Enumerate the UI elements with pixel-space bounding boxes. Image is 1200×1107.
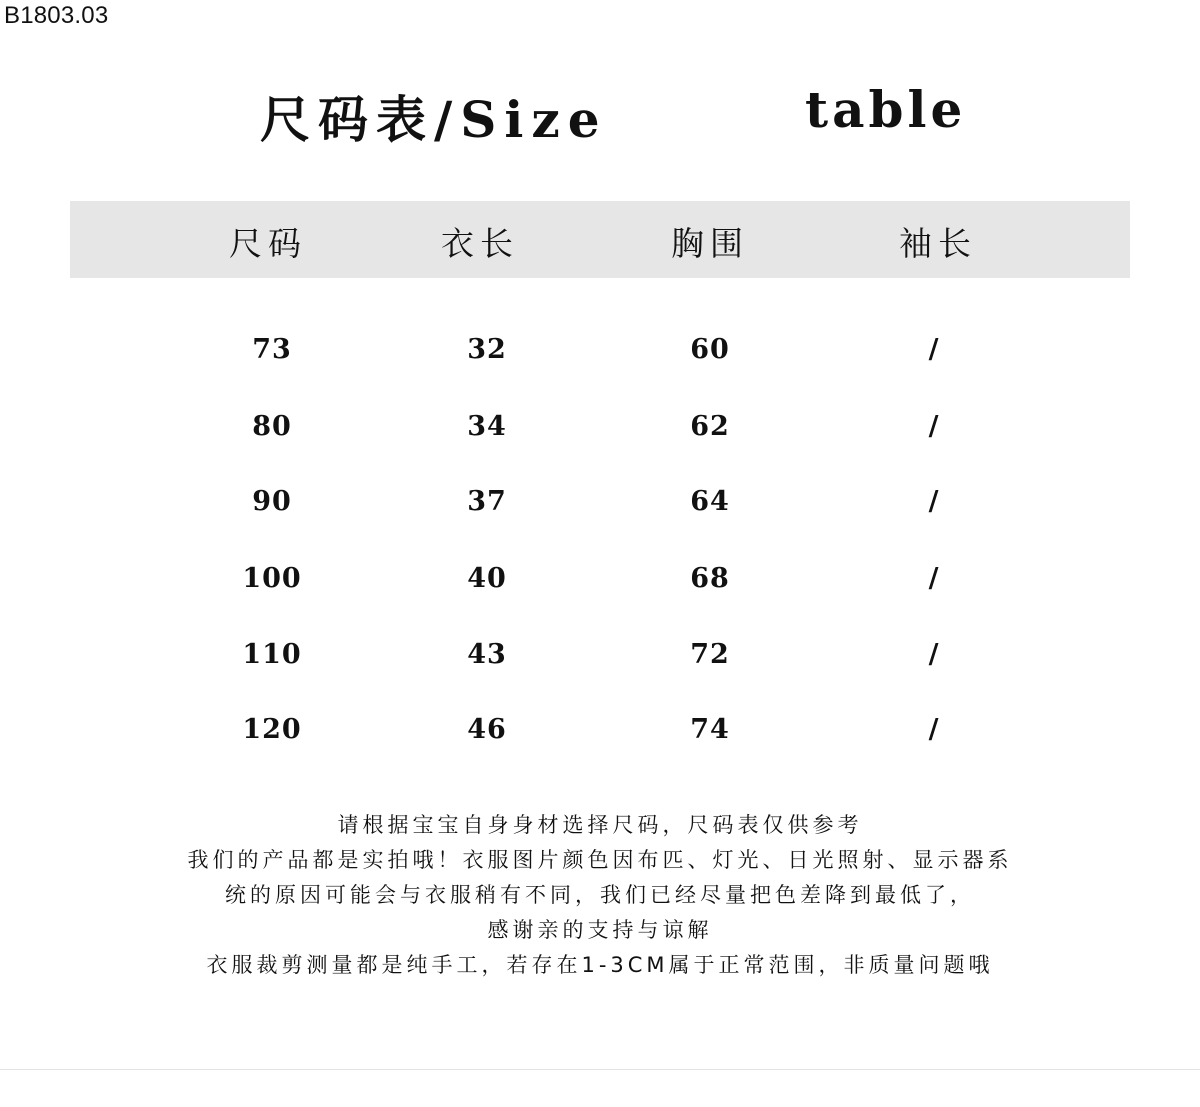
header-sleeve: 袖长 (899, 224, 977, 263)
title-right: table (805, 80, 967, 139)
table-cell: 68 (690, 563, 730, 594)
table-cell: 34 (467, 411, 507, 442)
page-title (0, 80, 1200, 160)
table-cell: 73 (252, 334, 292, 365)
size-notes (0, 808, 1200, 983)
table-cell: 110 (242, 639, 302, 670)
table-cell: 43 (467, 639, 507, 670)
note-line: 统的原因可能会与衣服稍有不同，我们已经尽量把色差降到最低了， (225, 883, 975, 907)
header-length: 衣长 (441, 224, 519, 263)
table-cell: 90 (252, 486, 292, 517)
table-cell: / (928, 486, 940, 517)
note-line: 我们的产品都是实拍哦！衣服图片颜色因布匹、灯光、日光照射、显示器系 (187, 848, 1013, 872)
table-cell: / (928, 714, 940, 745)
table-cell: 40 (467, 563, 507, 594)
product-code: B1803.03 (4, 2, 109, 29)
table-cell: 74 (690, 714, 730, 745)
title-left: 尺码表/Size (260, 90, 608, 149)
note-line: 感谢亲的支持与谅解 (487, 918, 713, 942)
table-cell: 60 (690, 334, 730, 365)
table-cell: 32 (467, 334, 507, 365)
table-cell: 120 (242, 714, 302, 745)
table-cell: / (928, 411, 940, 442)
header-size: 尺码 (229, 224, 307, 263)
table-cell: 37 (467, 486, 507, 517)
note-line: 请根据宝宝自身身材选择尺码，尺码表仅供参考 (337, 813, 863, 837)
table-cell: 72 (690, 639, 730, 670)
bottom-divider (0, 1069, 1200, 1070)
table-cell: / (928, 334, 940, 365)
note-line: 衣服裁剪测量都是纯手工，若存在1-3CM属于正常范围，非质量问题哦 (206, 953, 994, 977)
table-cell: / (928, 639, 940, 670)
table-cell: 80 (252, 411, 292, 442)
header-chest: 胸围 (671, 224, 749, 263)
table-cell: 64 (690, 486, 730, 517)
table-cell: 46 (467, 714, 507, 745)
table-cell: / (928, 563, 940, 594)
table-cell: 100 (242, 563, 302, 594)
table-cell: 62 (690, 411, 730, 442)
